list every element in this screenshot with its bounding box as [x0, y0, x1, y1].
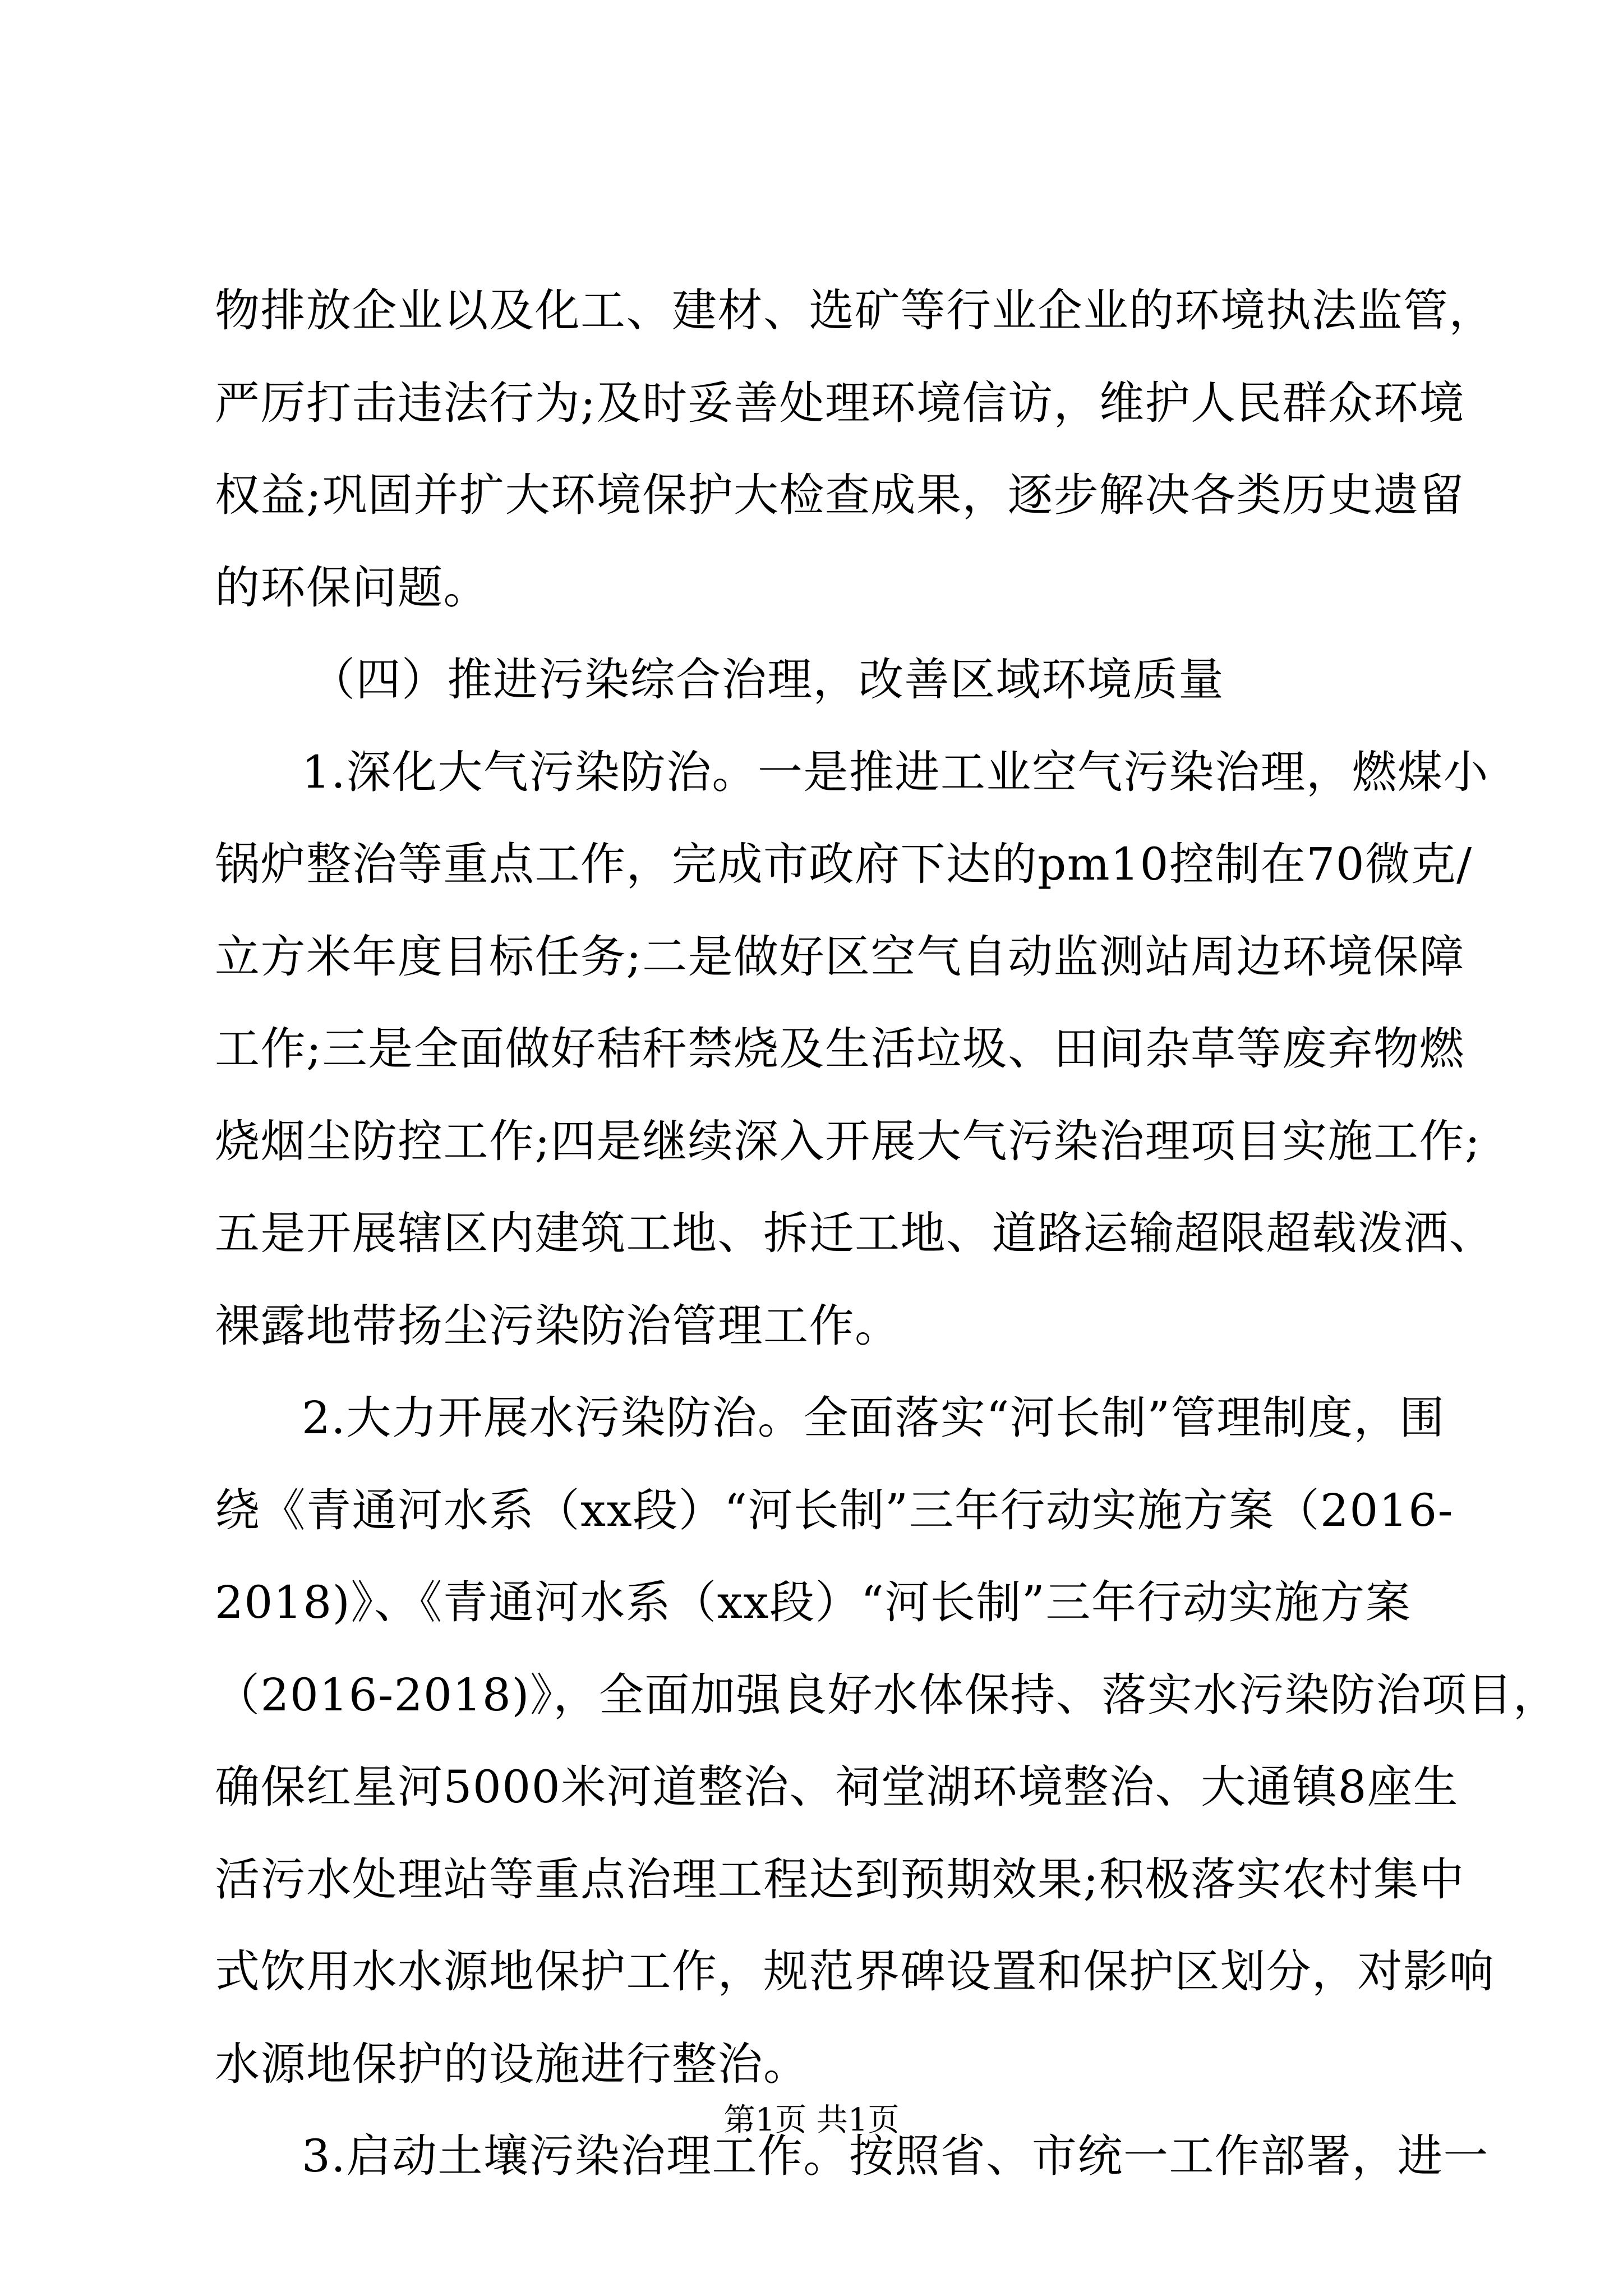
text-line: 锅炉整治等重点工作，完成市政府下达的pm10控制在70微克/ [215, 838, 1473, 890]
text-line: 立方米年度目标任务;二是做好区空气自动监测站周边环境保障 [215, 930, 1465, 983]
text-line: 权益;巩固并扩大环境保护大检查成果，逐步解决各类历史遗留 [215, 469, 1465, 521]
text-line: 严厉打击违法行为;及时妥善处理环境信访，维护人民群众环境 [215, 376, 1465, 429]
text-line: 绕《青通河水系（xx段）“河长制”三年行动实施方案（2016- [215, 1484, 1454, 1536]
text-line: 的环保问题。 [215, 561, 489, 614]
text-line: 1.深化大气污染防治。一是推进工业空气污染治理，燃煤小 [302, 746, 1489, 798]
text-line: 活污水处理站等重点治理工程达到预期效果;积极落实农村集中 [215, 1853, 1465, 1906]
text-line: 2.大力开展水污染防治。全面落实“河长制”管理制度，围 [302, 1392, 1445, 1444]
body-text [215, 265, 1559, 2203]
text-line: 工作;三是全面做好秸秆禁烧及生活垃圾、田间杂草等废弃物燃 [215, 1023, 1465, 1075]
text-line: （2016-2018)》，全面加强良好水体保持、落实水污染防治项目， [215, 1668, 1559, 1721]
text-line: 烧烟尘防控工作;四是继续深入开展大气污染治理项目实施工作; [215, 1115, 1481, 1167]
text-line: 五是开展辖区内建筑工地、拆迁工地、道路运输超限超载泼洒、 [215, 1207, 1495, 1259]
section-heading: （四）推进污染综合治理，改善区域环境质量 [310, 654, 1224, 706]
text-line: 3.启动土壤污染治理工作。按照省、市统一工作部署，进一 [302, 2130, 1489, 2182]
text-line: 裸露地带扬尘污染防治管理工作。 [215, 1299, 901, 1352]
text-line: 物排放企业以及化工、建材、选矿等行业企业的环境执法监管， [215, 284, 1495, 337]
page-footer: 第1页 共1页 [723, 2102, 900, 2138]
text-line: 确保红星河5000米河道整治、祠堂湖环境整治、大通镇8座生 [215, 1761, 1459, 1813]
text-line: 2018)》、《青通河水系（xx段）“河长制”三年行动实施方案 [215, 1576, 1412, 1628]
text-line: 式饮用水水源地保护工作，规范界碑设置和保护区划分，对影响 [215, 1945, 1495, 1998]
text-line: 水源地保护的设施进行整治。 [215, 2037, 809, 2090]
